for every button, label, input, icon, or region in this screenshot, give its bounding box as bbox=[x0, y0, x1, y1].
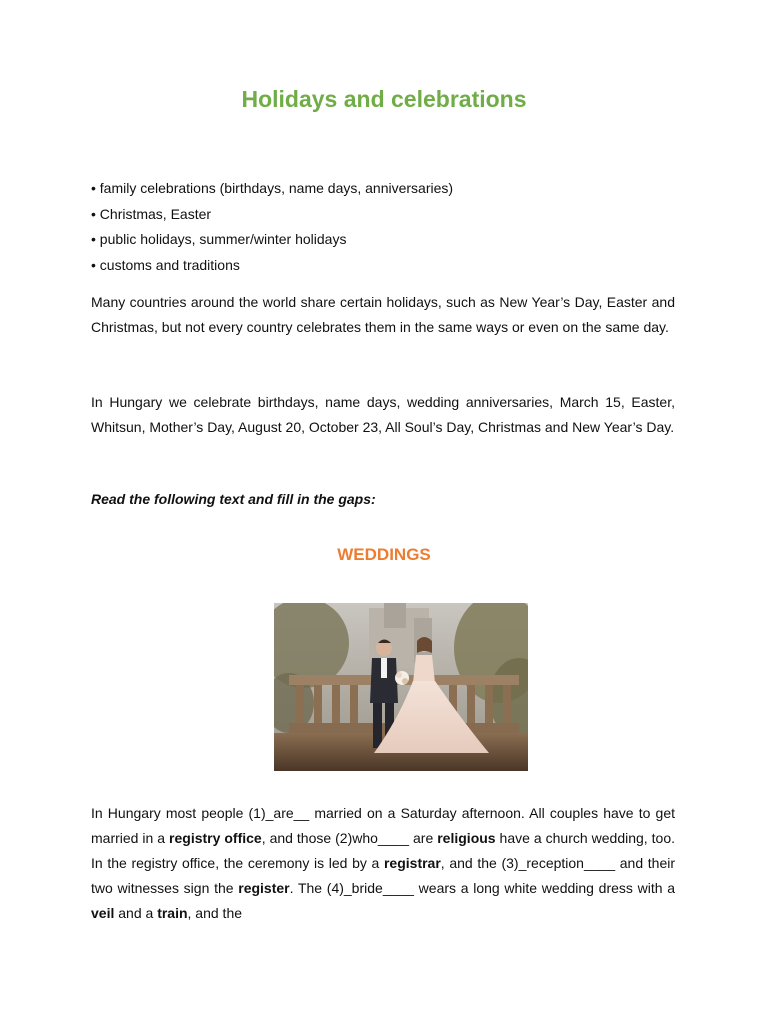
wedding-couple-photo bbox=[274, 603, 528, 771]
weddings-text-segment: , and the bbox=[187, 905, 243, 921]
weddings-text-segment: In Hungary most people (1)_are__ married on a Saturday afternoon. All couples have to get married in a bbox=[91, 805, 675, 846]
weddings-text-segment: , and the (3)_reception____ and their two witnesses sign the bbox=[91, 855, 676, 896]
page-title: Holidays and celebrations bbox=[241, 86, 527, 112]
topic-item: • public holidays, summer/winter holidays bbox=[91, 231, 347, 247]
topic-list bbox=[91, 176, 681, 278]
keyword-train: train bbox=[157, 905, 188, 921]
section-heading-weddings: WEDDINGS bbox=[337, 545, 431, 564]
hungary-holidays-paragraph: In Hungary we celebrate birthdays, name days, wedding anniversaries, March 15, Easter, Whitsun, Mother’s Day, August 20, October 23, All Soul’s Day, Christmas and New Year’s Day. bbox=[91, 394, 675, 435]
topic-item: • family celebrations (birthdays, name days, anniversaries) bbox=[91, 180, 454, 196]
keyword-veil: veil bbox=[91, 905, 115, 921]
weddings-text-segment: have a church wedding, too. In the registry office, the ceremony is led by a bbox=[91, 830, 675, 871]
keyword-registry-office: registry office bbox=[169, 830, 262, 846]
intro-paragraph: Many countries around the world share certain holidays, such as New Year’s Day, Easter and Christmas, but not every country celebrates them in the same ways or even on the same day. bbox=[91, 294, 675, 335]
exercise-instruction: Read the following text and fill in the gaps: bbox=[91, 491, 376, 507]
keyword-register: register bbox=[238, 880, 290, 896]
weddings-gap-fill-text bbox=[91, 801, 675, 926]
keyword-religious: religious bbox=[437, 830, 496, 846]
topic-item: • Christmas, Easter bbox=[91, 205, 212, 222]
weddings-text-segment: , and those (2)who____ are bbox=[261, 830, 438, 846]
topic-item: • customs and traditions bbox=[91, 256, 240, 273]
weddings-text-segment: . The (4)_bride____ wears a long white wedding dress with a bbox=[289, 880, 675, 896]
weddings-text-segment: and a bbox=[114, 905, 158, 921]
keyword-registrar: registrar bbox=[383, 855, 441, 871]
